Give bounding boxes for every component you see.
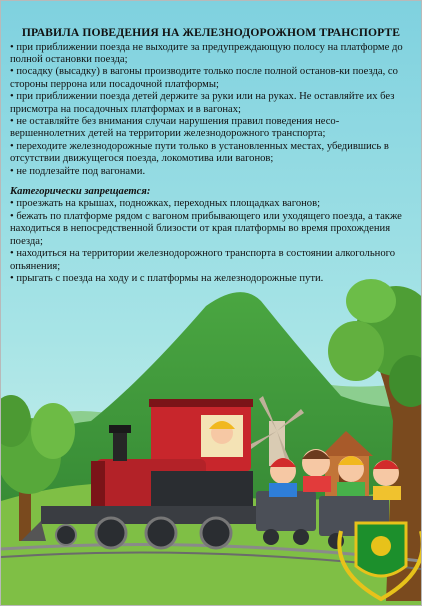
banned-heading: Категорически запрещается: [10, 186, 151, 198]
rule-item: • при приближении поезда детей держите за руки или на руках. Не оставляйте их без присмотра на посадочных платформах и в вагонах; [10, 91, 395, 115]
rule-item: • посадку (высадку) в вагоны производите только после полной останов-ки поезда, со стороны перрона или посадочной платформы; [10, 66, 398, 90]
rule-item: • переходите железнодорожные пути только в установленных местах, убедившись в отсутствии движущегося поезда, локомотива или вагонов; [10, 140, 389, 165]
banned-item: • бежать по платформе рядом с вагоном прибывающего или уходящего поезда, а также находиться в непосредственной близости от края платформы во время прохождения поезда; [10, 210, 402, 247]
banned-section [10, 186, 412, 285]
rule-item: • не подлезайте под вагонами. [10, 165, 146, 177]
rule-item: • при приближении поезда не выходите за предупреждающую полосу на платформе до полной остановки поезда; [10, 41, 403, 65]
rule-item: • не оставляйте без внимания случаи нарушения правил поведения несо-вершеннолетних детей на территории железнодорожного транспорта; [10, 116, 340, 140]
rules-list [10, 42, 412, 178]
poster-title: ПРАВИЛА ПОВЕДЕНИЯ НА ЖЕЛЕЗНОДОРОЖНОМ ТРАНСПОРТЕ [21, 26, 401, 39]
banned-item: • проезжать на крышах, подножках, переходных площадках вагонов; [10, 198, 321, 210]
poster-text [10, 27, 412, 285]
banned-item: • прыгать с поезда на ходу и с платформы на железнодорожные пути. [10, 272, 324, 284]
banned-item: • находиться на территории железнодорожного транспорта в состоянии алкогольного опьянения; [10, 248, 395, 272]
